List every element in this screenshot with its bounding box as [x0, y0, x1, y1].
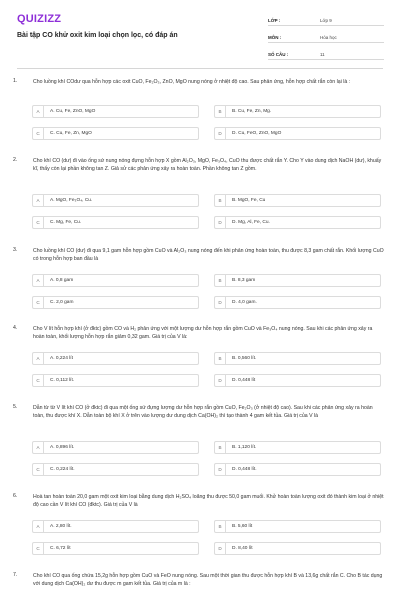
- option-text: C. 2,0 gam: [50, 300, 74, 305]
- question-text: Dẫn từ từ V lít khí CO (ở đktc) đi qua một ống sứ đựng lượng dư hỗn hợp rắn gồm CuO, Fe₂O₃ (ở nhiệt độ cao). Sau khi các phản ứng xảy ra hoàn toàn, thu được khí X. Dẫn toàn bộ khí X ở trên vào lượng dư dung dịch Ca(OH)₂ thì tạo thành 4 gam kết tủa. Giá trị của V là: [33, 405, 373, 420]
- option-a[interactable]: [32, 274, 199, 287]
- option-text: D. Cu, FeO, ZnO, MgO: [232, 131, 282, 136]
- option-c[interactable]: [32, 463, 199, 476]
- option-b[interactable]: [214, 520, 381, 533]
- option-text: B. Cu, Fe, Zn, Mg.: [232, 109, 272, 114]
- option-text: C. 0,112 lít.: [50, 378, 75, 383]
- option-letter: C: [33, 543, 44, 554]
- option-b[interactable]: [214, 352, 381, 365]
- option-d[interactable]: [214, 542, 381, 555]
- option-letter: A: [33, 353, 44, 364]
- question-number: 2.: [13, 157, 18, 163]
- option-b[interactable]: [214, 441, 381, 454]
- meta-row-subject: [268, 29, 384, 43]
- option-letter: B: [215, 442, 226, 453]
- option-letter: A: [33, 275, 44, 286]
- option-text: C. 0,224 lít.: [50, 467, 75, 472]
- option-letter: C: [33, 128, 44, 139]
- question-text: Cho luồng khí CO (dư) đi qua 9,1 gam hỗn hợp gồm CuO và Al₂O₃ nung nóng đến khi phản ứng hoàn toàn, thu được 8,3 gam chất rắn. Khối lượng CuO có trong hỗn hợp ban đầu là: [33, 248, 384, 263]
- meta-row-question-count: [268, 46, 384, 60]
- option-letter: C: [33, 464, 44, 475]
- option-letter: A: [33, 106, 44, 117]
- option-a[interactable]: [32, 194, 199, 207]
- meta-label: SỐ CÂU :: [268, 52, 289, 57]
- option-text: A. 2,80 lít.: [50, 524, 72, 529]
- option-a[interactable]: [32, 105, 199, 118]
- option-letter: D: [215, 543, 226, 554]
- option-d[interactable]: [214, 374, 381, 387]
- option-b[interactable]: [214, 105, 381, 118]
- meta-row-grade: [268, 12, 384, 26]
- worksheet-meta: [268, 12, 384, 63]
- option-text: D. Mg, Al, Fe, Cu.: [232, 220, 270, 225]
- option-text: C. Cu, Fe, Zn, MgO: [50, 131, 92, 136]
- header-divider: [17, 68, 383, 69]
- option-letter: A: [33, 521, 44, 532]
- option-d[interactable]: [214, 463, 381, 476]
- option-text: D. 0,448 lít: [232, 378, 256, 383]
- option-letter: D: [215, 217, 226, 228]
- option-c[interactable]: [32, 374, 199, 387]
- option-c[interactable]: [32, 296, 199, 309]
- option-text: A. Cu, Fe, ZnO, MgO: [50, 109, 96, 114]
- option-letter: D: [215, 128, 226, 139]
- option-a[interactable]: [32, 352, 199, 365]
- meta-value: Hóa học: [320, 35, 337, 40]
- option-letter: B: [215, 195, 226, 206]
- option-text: B. 8,3 gam: [232, 278, 256, 283]
- meta-value: Lớp 9: [320, 18, 332, 23]
- option-c[interactable]: [32, 542, 199, 555]
- question-text: Cho V lít hỗn hợp khí (ở đktc) gồm CO và H₂ phản ứng với một lượng dư hỗn hợp rắn gồm CuO và Fe₃O₄ nung nóng. Sau khi các phản ứng xảy ra hoàn toàn, khối lượng hỗn hợp rắn giảm 0,32 gam. Giá trị của V là:: [33, 326, 373, 341]
- question-text: Cho khí CO qua ống chứa 15,2g hỗn hợp gồm CuO và FeO nung nóng. Sau một thời gian thu được hỗn hợp khí B và 13,6g chất rắn C. Cho B tác dụng với dung dịch Ca(OH)₂ dư thu được m gam kết tủa. Giá trị của m là :: [33, 573, 383, 588]
- question-number: 7.: [13, 572, 18, 578]
- option-letter: D: [215, 464, 226, 475]
- option-c[interactable]: [32, 127, 199, 140]
- option-letter: C: [33, 375, 44, 386]
- question-text: Hoà tan hoàn toàn 20,0 gam một oxit kim loại bằng dung dịch H₂SO₄ loãng thu được 50,0 gam muối. Khử hoàn toàn lượng oxit đó thành kim loại ở nhiệt độ cao cần V lít khí CO (đktc). Giá trị của V là: [33, 494, 384, 509]
- question-number: 4.: [13, 325, 18, 331]
- option-text: C. 6,72 lít: [50, 546, 71, 551]
- option-letter: B: [215, 353, 226, 364]
- option-d[interactable]: [214, 296, 381, 309]
- meta-value: 11: [320, 52, 325, 57]
- option-a[interactable]: [32, 441, 199, 454]
- option-letter: A: [33, 195, 44, 206]
- worksheet-title: Bài tập CO khử oxit kim loại chọn lọc, có đáp án: [17, 32, 178, 39]
- option-text: B. 0,560 lít.: [232, 356, 257, 361]
- meta-label: MÔN :: [268, 35, 282, 40]
- quizizz-logo: QUIZIZZ: [17, 13, 62, 25]
- option-text: D. 4,0 gam.: [232, 300, 257, 305]
- option-letter: B: [215, 106, 226, 117]
- option-d[interactable]: [214, 216, 381, 229]
- option-text: C. Mg, Fe, Cu.: [50, 220, 82, 225]
- option-text: A. 0,224 lít: [50, 356, 73, 361]
- option-letter: D: [215, 375, 226, 386]
- question-number: 5.: [13, 404, 18, 410]
- option-letter: D: [215, 297, 226, 308]
- option-d[interactable]: [214, 127, 381, 140]
- question-text: Cho khí CO (dư) đi vào ống sứ nung nóng đựng hỗn hợp X gồm Al₂O₃, MgO, Fe₃O₄, CuO thu được chất rắn Y. Cho Y vào dung dịch NaOH (dư), khuấy kĩ, thấy còn lại phần không tan Z. Giả sử các phản ứng xảy ra hoàn toàn. Phần không tan Z gồm.: [33, 158, 382, 173]
- option-letter: B: [215, 521, 226, 532]
- option-letter: C: [33, 217, 44, 228]
- option-text: A. 0,896 lít.: [50, 445, 75, 450]
- option-text: D. 0,448 lít.: [232, 467, 257, 472]
- option-b[interactable]: [214, 274, 381, 287]
- option-text: B. 1,120 lít.: [232, 445, 257, 450]
- question-number: 3.: [13, 247, 18, 253]
- meta-label: LỚP :: [268, 18, 281, 23]
- option-letter: C: [33, 297, 44, 308]
- option-text: B. 5,60 lít: [232, 524, 253, 529]
- question-number: 1.: [13, 78, 18, 84]
- option-text: A. MgO, Fe₃O₄, Cu.: [50, 198, 93, 203]
- option-text: A. 0,8 gam: [50, 278, 74, 283]
- question-text: Cho luồng khí COdư qua hỗn hợp các oxit CuO, Fe₂O₃, ZnO, MgO nung nóng ở nhiệt độ cao. Sau phản ứng, hỗn hợp chất rắn còn lại là :: [33, 79, 351, 85]
- option-a[interactable]: [32, 520, 199, 533]
- option-text: B. MgO, Fe, Cu: [232, 198, 266, 203]
- option-c[interactable]: [32, 216, 199, 229]
- question-number: 6.: [13, 493, 18, 499]
- option-letter: B: [215, 275, 226, 286]
- option-b[interactable]: [214, 194, 381, 207]
- option-text: D. 8,40 lít: [232, 546, 253, 551]
- worksheet-header: [0, 0, 400, 62]
- option-letter: A: [33, 442, 44, 453]
